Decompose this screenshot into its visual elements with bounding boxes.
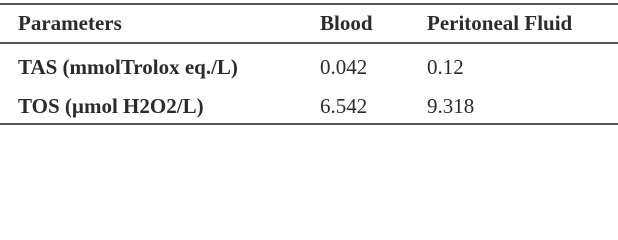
header-peritoneal-fluid: Peritoneal Fluid — [427, 11, 573, 35]
row-tos-blood: 6.542 — [320, 94, 368, 118]
row-tos-label: TOS (µmol H2O2/L) — [18, 94, 204, 118]
table-top-rule — [0, 3, 618, 5]
table-bottom-rule — [0, 123, 618, 125]
row-tas-peritoneal-fluid: 0.12 — [427, 55, 464, 79]
row-tas-blood: 0.042 — [320, 55, 368, 79]
header-parameters: Parameters — [18, 11, 122, 35]
header-blood: Blood — [320, 11, 373, 35]
table-header-rule — [0, 42, 618, 44]
row-tas-label: TAS (mmolTrolox eq./L) — [18, 55, 238, 79]
row-tos-peritoneal-fluid: 9.318 — [427, 94, 475, 118]
